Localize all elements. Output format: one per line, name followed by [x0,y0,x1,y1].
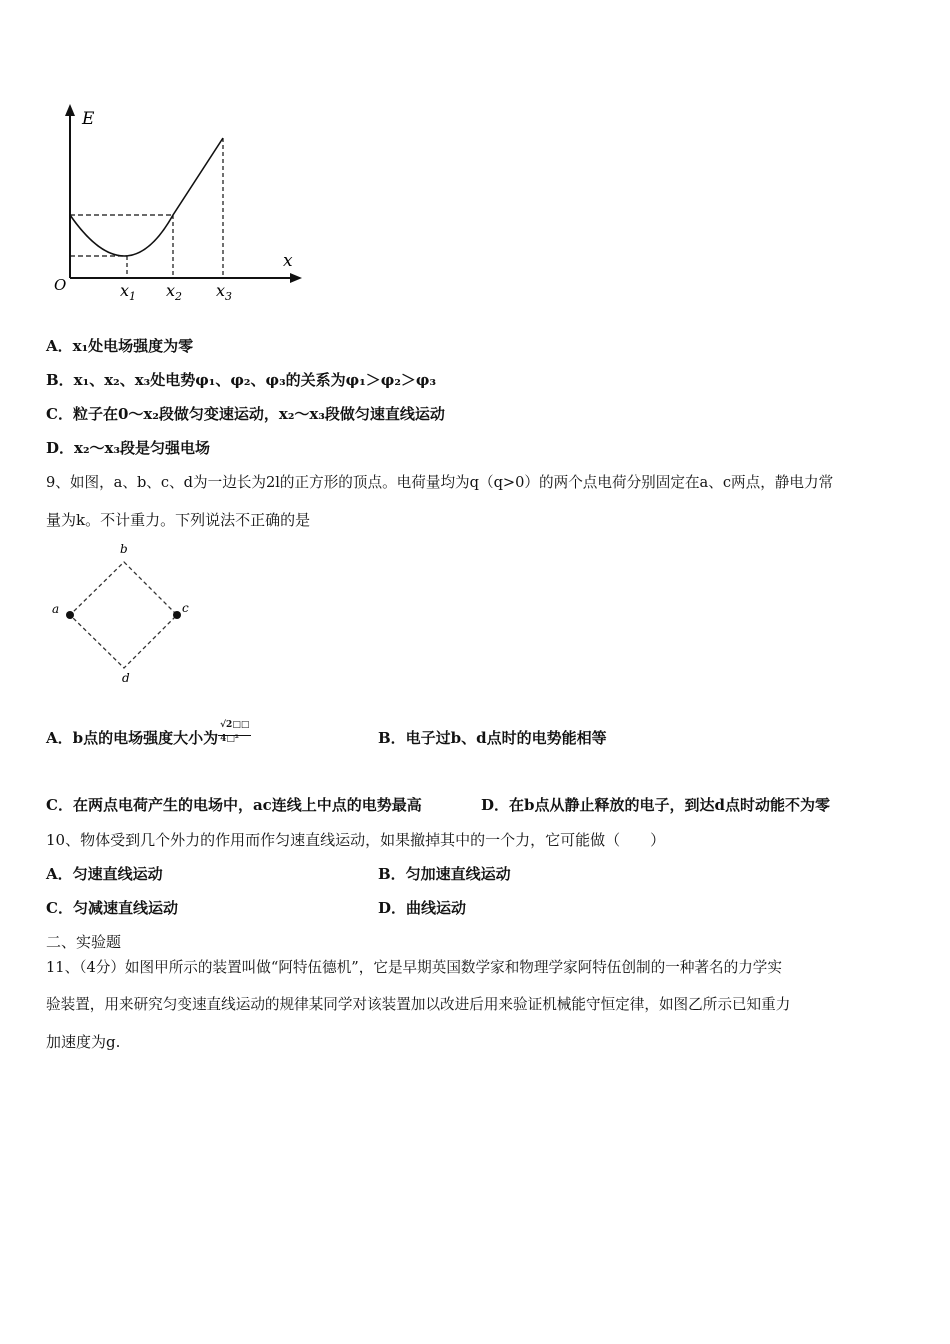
square-outline [70,562,177,668]
x-axis-label: x [283,251,293,271]
x-axis-arrow [290,273,302,283]
label-a: a [52,602,60,616]
q9-option-a-fraction [218,720,258,749]
e-x-graph [50,100,320,305]
q10-stem: 10、物体受到几个外力的作用而作匀速直线运动，如果撤掉其中的一个力，它可能做（ ） [46,831,666,849]
q10-option-d: D．曲线运动 [378,899,467,917]
q8-option-b: B．x₁、x₂、x₃处电势φ₁、φ₂、φ₃的关系为φ₁＞φ₂＞φ₃ [46,371,437,389]
origin-label: O [54,276,67,294]
section2-title: 二、实验题 [46,933,122,951]
q9-option-c: C．在两点电荷产生的电场中，ac连线上中点的电势最高 [46,796,422,814]
charge-a [66,611,74,619]
fraction-numerator: √2□□ [218,715,251,736]
q8-option-a: A．x₁处电场强度为零 [46,337,194,355]
q9-stem-line1: 9、如图，a、b、c、d为一边长为2l的正方形的顶点。电荷量均为q（q>0）的两个点电荷分别固定在a、c两点，静电力常 [46,474,834,491]
charge-c [173,611,181,619]
label-b: b [120,542,128,556]
q10-option-b: B．匀加速直线运动 [378,865,511,883]
q11-line2: 验装置，用来研究匀变速直线运动的规律某同学对该装置加以改进后用来验证机械能守恒定律，如图乙所示已知重力 [46,996,791,1013]
y-axis-label: E [82,109,95,129]
tick-label-x1: $x_1$ [120,281,137,303]
q9-stem-line2: 量为k。不计重力。下列说法不正确的是 [46,511,311,529]
q9-option-b: B．电子过b、d点时的电势能相等 [378,729,607,747]
q11-line3: 加速度为g. [46,1033,121,1051]
q8-option-c: C．粒子在0～x₂段做匀变速运动，x₂～x₃段做匀速直线运动 [46,405,445,423]
fraction-denominator: 4□² [220,734,239,744]
q10-option-a: A．匀速直线运动 [46,865,163,883]
q9-option-a [46,720,258,749]
tick-label-x2: $x_2$ [166,281,183,303]
e-curve [70,138,223,256]
label-c: c [182,601,189,615]
q9-option-a-text: A．b点的电场强度大小为 [46,729,219,747]
q8-option-d: D．x₂～x₃段是匀强电场 [46,439,211,457]
y-axis-arrow [65,104,75,116]
q9-option-d: D．在b点从静止释放的电子，到达d点时动能不为零 [481,796,830,814]
q10-option-c: C．匀减速直线运动 [46,899,178,917]
label-d: d [122,671,130,685]
tick-label-x3: $x_3$ [216,281,233,303]
square-diagram [46,538,206,688]
q11-line1: 11、（4分）如图甲所示的装置叫做“阿特伍德机”，它是早期英国数学家和物理学家阿特伍创制的一种著名的力学实 [46,959,782,976]
